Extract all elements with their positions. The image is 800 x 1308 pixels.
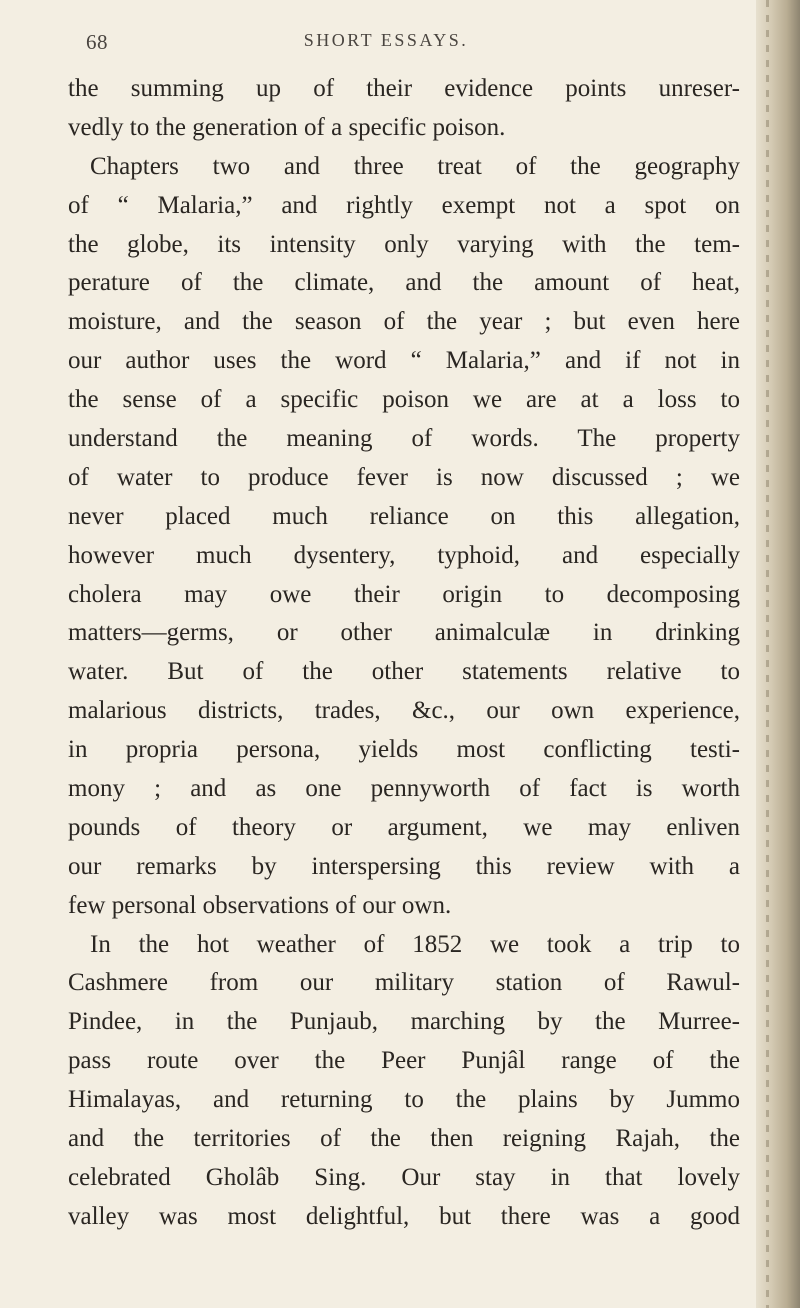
text-line: celebrated Gholâb Sing. Our stay in that lovely (68, 1163, 740, 1191)
text-line: of “ Malaria,” and rightly exempt not a spot on (68, 191, 740, 219)
text-line: our remarks by interspersing this review with a (68, 852, 740, 880)
text-line: the globe, its intensity only varying with the tem- (68, 230, 740, 258)
text-line: never placed much reliance on this allegation, (68, 502, 740, 530)
text-line: moisture, and the season of the year ; but even here (68, 308, 740, 336)
running-head: SHORT ESSAYS. (303, 30, 469, 50)
text-line: malarious districts, trades, &c., our own experience, (68, 697, 740, 725)
text-line: mony ; and as one pennyworth of fact is worth (68, 775, 740, 803)
text-line: perature of the climate, and the amount of heat, (68, 269, 740, 297)
text-line: valley was most delightful, but there was a good (68, 1202, 740, 1230)
text-line: in propria persona, yields most conflicting testi- (68, 736, 740, 764)
text-line: Himalayas, and returning to the plains by Jummo (68, 1086, 740, 1114)
text-line: however much dysentery, typhoid, and especially (68, 541, 740, 569)
text-line: the summing up of their evidence points unreser- (68, 75, 740, 102)
page-header (86, 30, 726, 62)
text-line: few personal observations of our own. (68, 891, 452, 919)
text-line: Chapters two and three treat of the geography (90, 152, 740, 180)
text-line: vedly to the generation of a specific poison. (68, 113, 506, 141)
text-line: the sense of a specific poison we are at a loss to (68, 386, 740, 414)
text-line: Pindee, in the Punjaub, marching by the Murree- (68, 1008, 740, 1036)
text-line: and the territories of the then reigning Rajah, the (68, 1125, 740, 1153)
page-number: 68 (86, 30, 108, 54)
text-line: water. But of the other statements relative to (68, 658, 740, 686)
text-line: cholera may owe their origin to decomposing (68, 580, 740, 608)
text-line: understand the meaning of words. The property (68, 425, 740, 453)
text-line: In the hot weather of 1852 we took a trip to (90, 930, 740, 958)
page-edge (756, 0, 800, 1308)
body-text (68, 70, 740, 1237)
text-line: our author uses the word “ Malaria,” and if not in (68, 347, 740, 375)
text-line: of water to produce fever is now discussed ; we (68, 463, 740, 491)
text-line: Cashmere from our military station of Rawul- (68, 969, 740, 997)
text-line: pounds of theory or argument, we may enliven (68, 813, 740, 841)
text-line: matters—germs, or other animalculæ in drinking (68, 619, 740, 647)
text-line: pass route over the Peer Punjâl range of the (68, 1047, 740, 1075)
